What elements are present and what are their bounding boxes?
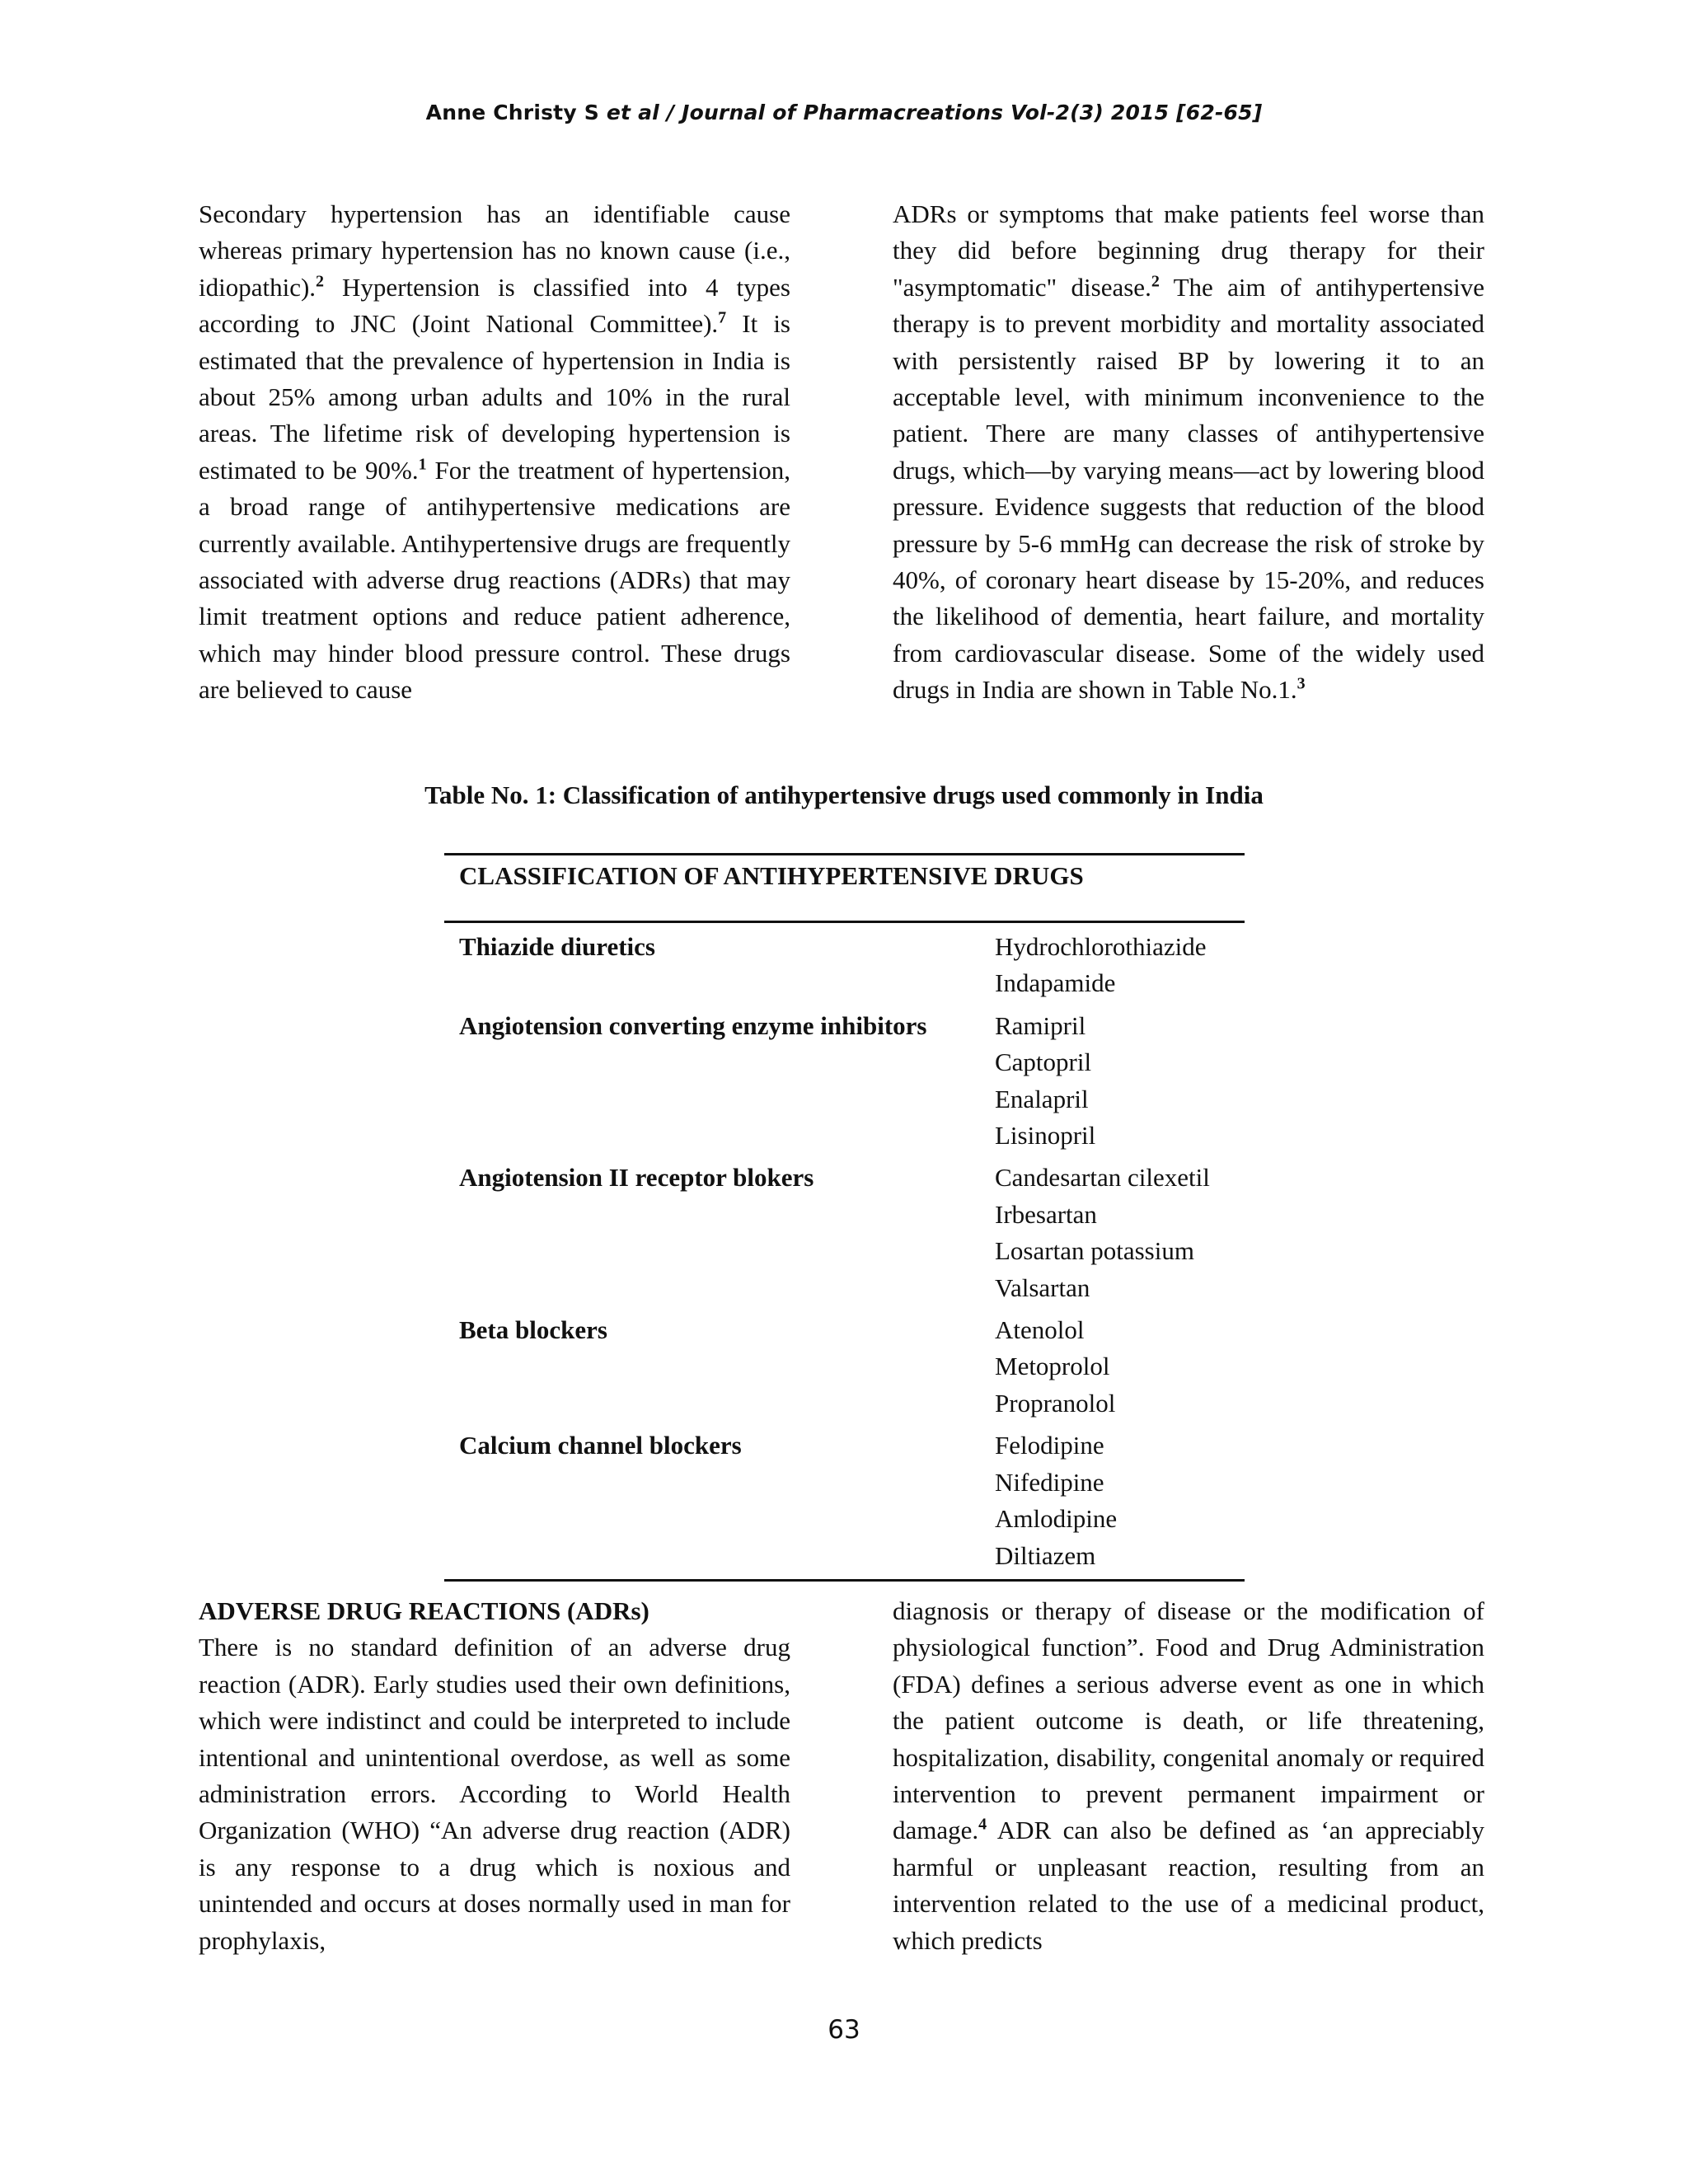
drug-name: Valsartan <box>995 1272 1090 1302</box>
text-run: For the treatment of hypertension, a broad range of antihypertensive medications are currently available. Antihypertensive drugs are frequently associated with adverse drug reactions (ADRs) that may limit treatment options and reduce patient adherence, which may hinder blood pressure control. These drugs are believed to cause <box>199 455 790 705</box>
drug-class: Angiotension II receptor blokers <box>459 1163 814 1193</box>
drug-name: Nifedipine <box>995 1467 1104 1497</box>
header-author: Anne Christy S <box>425 101 599 124</box>
drug-name: Captopril <box>995 1047 1092 1077</box>
table-header: CLASSIFICATION OF ANTIHYPERTENSIVE DRUGS <box>444 855 1245 923</box>
top-right-column <box>893 196 1484 709</box>
drug-name: Metoprolol <box>995 1352 1110 1381</box>
drug-class: Thiazide diuretics <box>459 932 655 961</box>
text-run: ADR can also be defined as ‘an appreciably harmful or unpleasant reaction, resulting from an intervention related to the use of a medicinal product, which predicts <box>893 1816 1484 1955</box>
section-heading: ADVERSE DRUG REACTIONS (ADRs) <box>199 1596 649 1625</box>
table-row <box>444 929 1245 1002</box>
text-run: The aim of antihypertensive therapy is to prevent morbidity and mortality associated with persistently raised BP by lowering it to an acceptable level, with minimum inconvenience to the patient. There are many classes of antihypertensive drugs, which—by varying means—act by lowering blood pressure. Evidence suggests that reduction of the blood pressure by 5-6 mmHg can decrease the risk of stroke by 40%, of coronary heart disease by 15-20%, and reduces the likelihood of dementia, heart failure, and mortality from cardiovascular disease. Some of the widely used drugs in India are shown in Table No.1. <box>893 272 1484 705</box>
running-header <box>0 101 1688 124</box>
header-journal: / Journal of Pharmacreations Vol-2(3) 2015 [62-65] <box>666 101 1263 124</box>
drug-name: Lisinopril <box>995 1121 1096 1151</box>
drug-name: Irbesartan <box>995 1199 1097 1229</box>
table-caption: Table No. 1: Classification of antihypertensive drugs used commonly in India <box>424 780 1264 809</box>
reference-marker: 4 <box>978 1816 987 1835</box>
drug-name: Amlodipine <box>995 1504 1118 1534</box>
reference-marker: 2 <box>316 272 325 291</box>
table-body <box>444 923 1245 1579</box>
table-row <box>444 1160 1245 1306</box>
drug-list <box>995 1312 1115 1422</box>
adr-definition-paragraph <box>893 1593 1484 1959</box>
drug-class: Angiotension converting enzyme inhibitors <box>459 1010 927 1040</box>
drug-name: Atenolol <box>995 1315 1085 1345</box>
drug-name: Felodipine <box>995 1431 1104 1460</box>
hypertension-paragraph <box>199 196 790 709</box>
text-run: ADRs or symptoms that make patients feel worse than they did before beginning drug therapy for their "asymptomatic" disease. <box>893 199 1484 302</box>
drug-name: Losartan potassium <box>995 1236 1194 1266</box>
drug-class: Calcium channel blockers <box>459 1431 742 1460</box>
bottom-left-column <box>199 1593 790 1959</box>
table-row <box>444 1008 1245 1155</box>
top-left-column <box>199 196 790 709</box>
reference-marker: 1 <box>418 455 427 474</box>
drug-name: Hydrochlorothiazide <box>995 932 1207 961</box>
drug-list <box>995 1160 1210 1306</box>
header-etal: et al <box>606 101 659 124</box>
classification-table <box>444 853 1245 1582</box>
reference-marker: 7 <box>718 308 727 327</box>
table-row <box>444 1427 1245 1574</box>
drug-name: Ramipril <box>995 1010 1086 1040</box>
reference-marker: 3 <box>1296 674 1306 693</box>
text-run: It is estimated that the prevalence of hypertension in India is about 25% among urban adults and 10% in the rural areas. The lifetime risk of developing hypertension is estimated to be 90%. <box>199 309 790 485</box>
drug-name: Candesartan cilexetil <box>995 1163 1210 1193</box>
drug-class: Beta blockers <box>459 1315 607 1345</box>
drug-name: Diltiazem <box>995 1540 1096 1570</box>
adr-paragraph: There is no standard definition of an adverse drug reaction (ADR). Early studies used their own definitions, which were indistinct and could be interpreted to include intentional and unintentional overdose, as well as some administration errors. According to World Health Organization (WHO) “An adverse drug reaction (ADR) is any response to a drug which is noxious and unintended and occurs at doses normally used in man for prophylaxis, <box>199 1633 790 1955</box>
drug-list <box>995 1427 1117 1574</box>
page-number: 63 <box>828 2015 860 2045</box>
bottom-right-column <box>893 1593 1484 1959</box>
text-run: Secondary hypertension has an identifiable cause whereas primary hypertension has no known cause (i.e., idiopathic). <box>199 199 790 302</box>
text-run: diagnosis or therapy of disease or the modification of physiological function”. Food and Drug Administration (FDA) defines a serious adverse event as one in which the patient outcome is death, or life threatening, hospitalization, disability, congenital anomaly or required intervention to prevent permanent impairment or damage. <box>893 1596 1484 1845</box>
drug-name: Enalapril <box>995 1084 1089 1113</box>
drug-name: Propranolol <box>995 1388 1116 1418</box>
reference-marker: 2 <box>1151 272 1160 291</box>
drug-list <box>995 929 1207 1002</box>
therapy-paragraph <box>893 196 1484 709</box>
text-run: Hypertension is classified into 4 types according to JNC (Joint National Committee). <box>199 272 790 339</box>
drug-name: Indapamide <box>995 968 1116 998</box>
table-row <box>444 1312 1245 1422</box>
drug-list <box>995 1008 1095 1155</box>
